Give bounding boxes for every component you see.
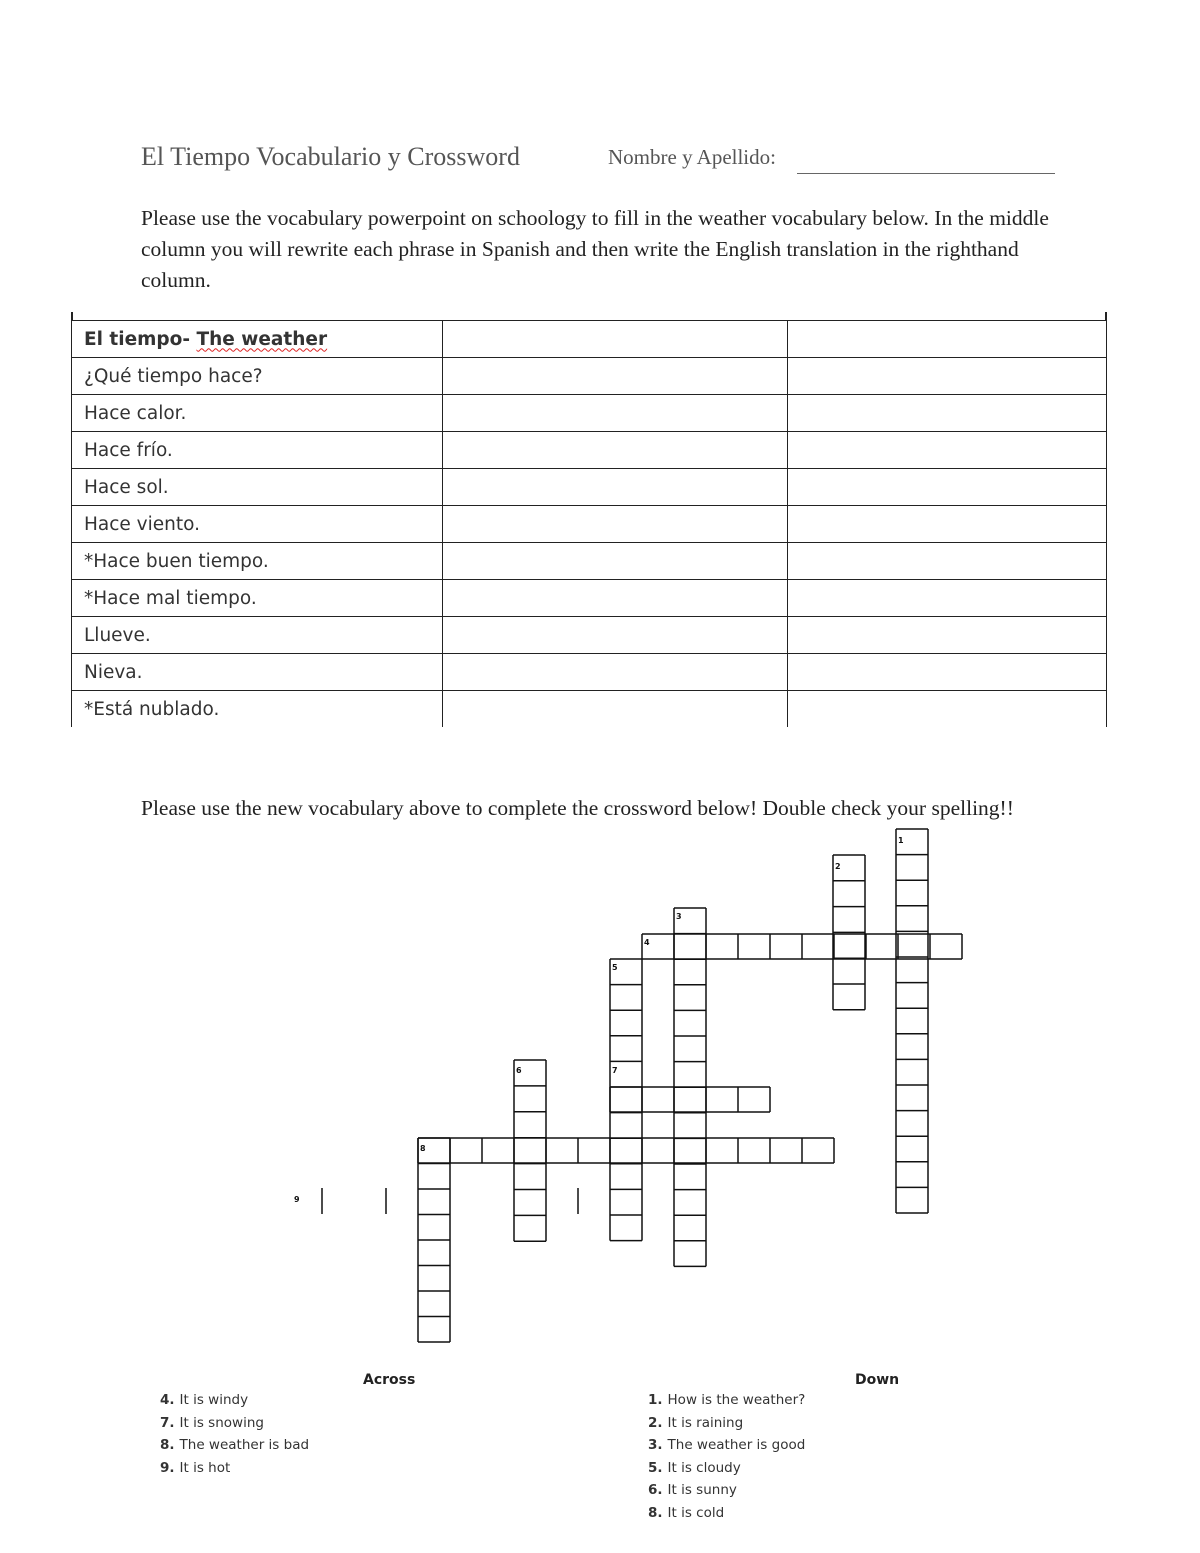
clue-number: 2. (648, 1414, 663, 1431)
crossword-number: 4 (644, 938, 650, 947)
crossword-number: 5 (612, 963, 618, 972)
clue-item (160, 1389, 309, 1412)
clue-item (160, 1412, 309, 1435)
crossword-number: 6 (516, 1066, 522, 1075)
crossword-number: 1 (898, 836, 904, 845)
clue-number: 4. (160, 1392, 175, 1408)
vocab-phrase: ¿Qué tiempo hace? (72, 358, 443, 395)
clue-item (160, 1457, 309, 1480)
clue-text: It is hot (179, 1459, 231, 1476)
crossword-number: 8 (420, 1144, 426, 1153)
clue-text: It is sunny (667, 1482, 737, 1498)
clue-item (648, 1479, 805, 1502)
vocabulary-instructions: Please use the vocabulary powerpoint on schoology to fill in the weather vocabulary below. In the middle column you will rewrite each phrase in Spanish and then write the English translation in the righthand column. (141, 206, 1049, 292)
clue-item (648, 1457, 805, 1480)
clue-item (648, 1434, 805, 1457)
clue-text: The weather is good (667, 1437, 806, 1453)
clue-text: How is the weather? (667, 1392, 806, 1408)
vocab-phrase: Hace viento. (72, 506, 443, 543)
clue-item (160, 1434, 309, 1457)
header-english: The weather (196, 328, 328, 350)
clue-number: 6. (648, 1482, 663, 1498)
vocab-phrase: Hace calor. (72, 395, 443, 432)
vocab-phrase: Nieva. (72, 654, 443, 691)
name-field-label: Nombre y Apellido: (608, 145, 776, 169)
header-spanish: El tiempo- (84, 328, 197, 350)
clue-text: It is windy (179, 1392, 249, 1408)
vocab-phrase: *Hace mal tiempo. (72, 580, 443, 617)
clue-text: It is raining (667, 1414, 744, 1431)
clue-item (648, 1412, 805, 1435)
vocab-phrase: *Hace buen tiempo. (72, 543, 443, 580)
page-title: El Tiempo Vocabulario y Crossword (141, 142, 520, 171)
vocab-phrase: *Está nublado. (72, 691, 443, 728)
clue-text: It is cold (667, 1504, 725, 1521)
vocab-phrase: Llueve. (72, 617, 443, 654)
crossword-instructions: Please use the new vocabulary above to complete the crossword below! Double check your spelling!! (141, 796, 1014, 820)
clue-number: 1. (648, 1392, 663, 1408)
across-heading: Across (363, 1372, 416, 1388)
clue-number: 5. (648, 1459, 663, 1476)
clue-item (648, 1389, 805, 1412)
clue-text: It is cloudy (667, 1459, 741, 1476)
clue-number: 8. (160, 1437, 175, 1453)
clue-number: 3. (648, 1437, 663, 1453)
vocab-phrase: Hace frío. (72, 432, 443, 469)
down-clues (648, 1389, 805, 1524)
clue-number: 9. (160, 1459, 175, 1476)
clue-number: 7. (160, 1414, 175, 1431)
crossword-number: 3 (676, 912, 682, 921)
down-heading: Down (855, 1372, 900, 1388)
crossword-number: 9 (294, 1195, 300, 1204)
vocab-phrase: Hace sol. (72, 469, 443, 506)
crossword-number: 2 (835, 862, 841, 871)
clue-text: It is snowing (179, 1414, 264, 1431)
clue-text: The weather is bad (179, 1437, 310, 1453)
clue-item (648, 1502, 805, 1525)
across-clues (160, 1389, 309, 1479)
crossword-number: 7 (612, 1066, 618, 1075)
clue-number: 8. (648, 1504, 663, 1521)
